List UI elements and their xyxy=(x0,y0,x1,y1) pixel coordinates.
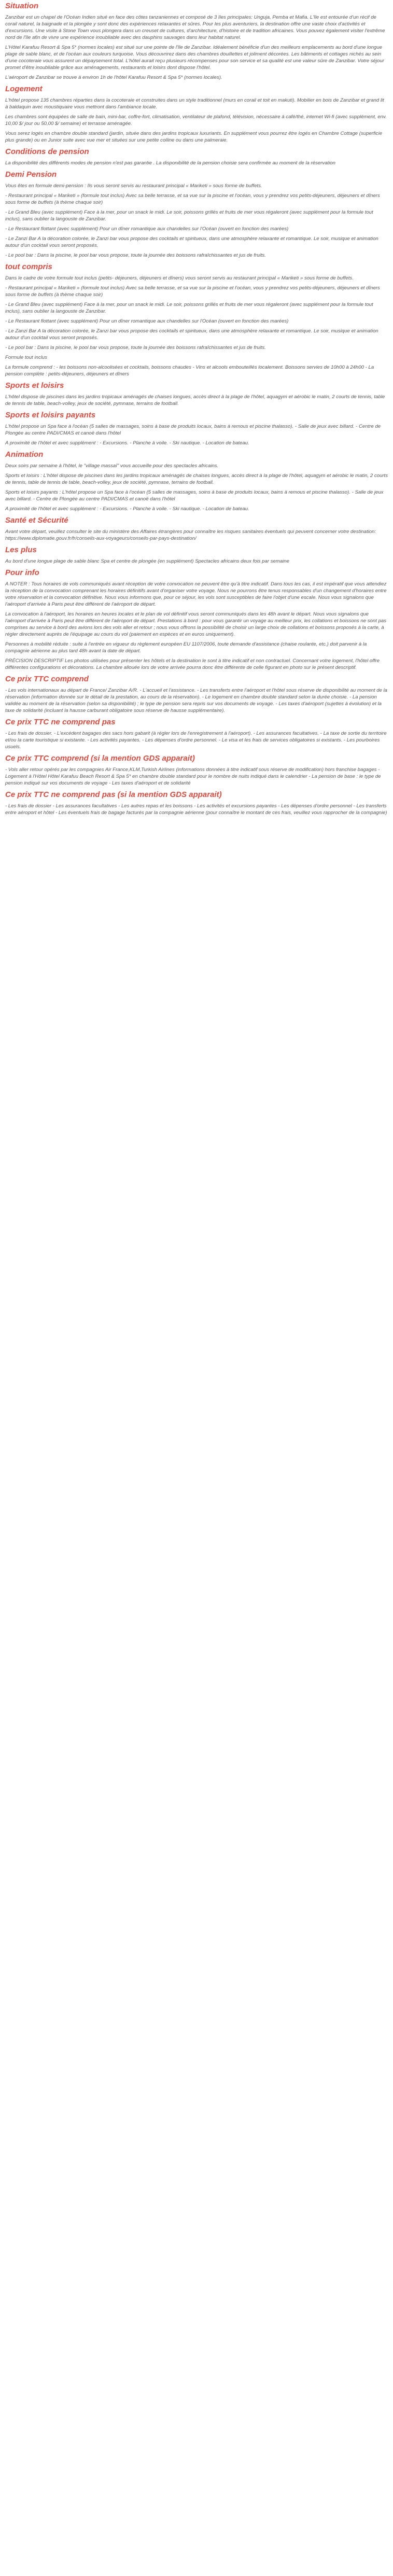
section-5 xyxy=(5,381,388,407)
section-paragraph: - Le pool bar : Dans la piscine, le pool bar vous propose, toute la journée des boissons rafraîchissantes et jus de fruits. xyxy=(5,345,266,351)
section-title: Santé et Sécurité xyxy=(5,516,68,525)
section-title: Demi Pension xyxy=(5,170,57,179)
section-title: Sports et loisirs payants xyxy=(5,411,96,419)
section-8 xyxy=(5,515,388,542)
section-paragraph: Dans le cadre de votre formule tout inclus (petits- déjeuners, déjeuners et dîners) vous seront servis au restaurant principal « Mariketi » sous forme de buffets. xyxy=(5,275,354,281)
section-paragraph: - Le Grand Bleu (avec supplément) Face à la mer, pour un snack le midi. Le soir, poissons grillés et fruits de mer vous régaleront (avec supplément pour la formule tout inclus), sans oublier la langouste de Zanzibar. xyxy=(5,209,373,222)
section-title: Sports et loisirs xyxy=(5,381,64,390)
section-13 xyxy=(5,753,388,787)
section-paragraph: Avant votre départ, veuillez consulter le site du ministère des Affaires étrangères pour connaître les risques sanitaires éventuels qui peuvent concerner votre destination: https://www.diplomatie.gouv.fr/fr/conseils-aux-voyageurs/conseils-par-pays-destination/ xyxy=(5,529,376,541)
section-title: Ce prix TTC comprend xyxy=(5,675,89,683)
section-7 xyxy=(5,450,388,512)
section-paragraph: L'hôtel dispose de piscines dans les jardins tropicaux aménagés de chaises longues, accès direct à la plage de l'hôtel, aquagym et aérobic le matin, 2 courts de tennis, table de tennis de table, beach-volley, jeux de société, pymnase, terrains de football. xyxy=(5,394,385,407)
section-title: Conditions de pension xyxy=(5,147,89,156)
section-1 xyxy=(5,84,388,144)
section-2 xyxy=(5,147,388,166)
section-paragraph: Zanzibar est un chapel de l'Océan Indien situé en face des côtes tanzaniennes et composé de 3 îles principales: Unguja, Pemba et Mafia. L'île est entourée d'un récif de corail naturel, la baignade et la plongée y sont donc des expériences relaxantes et sûres. Pour les plus aventuriers, la destination offre une vaste choix d'activités et d'excursions. Une visite à Stone Town vous plongera dans un creuset de cultures, d'architecture, d'histoire et de tradition africaines. Vous pouvez également visiter l'extrême nord de l'île afin de vivre une expérience inoubliable avec des dauphins sauvages dans leur habitat naturel. xyxy=(5,15,385,40)
section-title: Pour info xyxy=(5,568,39,577)
section-11 xyxy=(5,674,388,714)
section-paragraph: - Le Restaurant flottant (avec supplément) Pour un dîner romantique aux chandelles sur l'Océan (ouvert en fonction des marées) xyxy=(5,318,289,324)
section-paragraph: Les chambres sont équipées de salle de bain, mini-bar, coffre-fort, climatisation, ventilateur de plafond, télévision, nécessaire à café/thé, internet Wi-fi (avec supplément, env. 10,00 $/ jour ou 50,00 $/ semaine) et terrasse aménagée. xyxy=(5,114,387,127)
section-paragraph: Personnes à mobilité réduite : suite à l'entrée en vigueur du règlement européen EU 1107/2006, toute demande d'assistance (chaise roulante, etc.) doit parvenir à la compagnie aérienne au plus tard 48h avant la date de départ. xyxy=(5,641,367,654)
section-paragraph: - Restaurant principal « Mariketi » (formule tout inclus) Avec sa belle terrasse, et sa vue sur la piscine et l'océan, vous y prendrez vos petits-déjeuners, déjeuners et dîners sous forme de buffets (à thème chaque soir) xyxy=(5,285,380,298)
section-paragraph: - Le Zanzi Bar A la décoration colorée, le Zanzi bar vous propose des cocktails et spiritueux, dans une atmosphère relaxante et romantique. Le soir, musique et animation autour d'un cocktail vous seront proposés. xyxy=(5,236,378,248)
section-paragraph: - Restaurant principal « Mariketi » (formule tout inclus) Avec sa belle terrasse, et sa vue sur la piscine et l'océan, vous y prendrez vos petits-déjeuners, déjeuners et dîners sous forme de buffets (à thème chaque soir) xyxy=(5,193,380,205)
section-14 xyxy=(5,790,388,816)
section-title: Ce prix TTC comprend (si la mention GDS apparait) xyxy=(5,754,195,763)
section-title: Les plus xyxy=(5,545,37,554)
section-paragraph: La formule comprend : - les boissons non-alcoolisées et cocktails, boissons chaudes - Vins et alcools embouteillés localement. Boissons servies de 10h00 à 24h00 - La pension complète : petits-déjeuners, déjeuners et dîners xyxy=(5,365,374,377)
section-paragraph: L'hôtel propose un Spa face à l'océan (5 salles de massages, soins à base de produits locaux, bains à remous et piscine thalasso). - Salle de jeux avec billard. - Centre de Plongée au centre PADI/CMAS et canoë dans l'hôtel xyxy=(5,424,381,436)
section-paragraph: La disponibilité des différents modes de pension n'est pas garantie . La disponibilité de la pension choisie sera confirmée au moment de la réservation xyxy=(5,160,336,166)
section-paragraph: - Le Grand Bleu (avec supplément) Face à la mer, pour un snack le midi. Le soir, poissons grillés et fruits de mer vous régaleront (avec supplément pour la formule tout inclus), sans oublier la langouste de Zanzibar. xyxy=(5,302,373,314)
section-paragraph: A proximité de l'hôtel et avec supplément : - Excursions. - Planche à voile. - Ski nautique. - Location de bateau. xyxy=(5,506,249,512)
section-paragraph: - Le pool bar : Dans la piscine, le pool bar vous propose, toute la journée des boissons rafraîchissantes et jus de fruits. xyxy=(5,253,266,258)
section-paragraph: Vous êtes en formule demi-pension : Ils vous seront servis au restaurant principal « Mariketi » sous forme de buffets. xyxy=(5,183,262,189)
section-paragraph: Formule tout inclus xyxy=(5,355,48,360)
section-title: Ce prix TTC ne comprend pas (si la mention GDS apparait) xyxy=(5,790,222,799)
section-paragraph: - Le Zanzi Bar A la décoration colorée, le Zanzi bar vous propose des cocktails et spiritueux, dans une atmosphère relaxante et romantique. Le soir, musique et animation autour d'un cocktail vous seront proposés. xyxy=(5,328,378,341)
section-paragraph: - Les frais de dossier - Les assurances facultatives - Les autres repas et les boissons - Les activités et excursions payantes - Les dépenses d'ordre personnel - Les transferts entre aéroport et hôtel - Les éventuels frais de bagage facturés par la compagnie aérienne (pour connaître le montant de ces frais, veuillez vous rapprocher de la compagnie) xyxy=(5,803,387,816)
section-paragraph: Au bord d'une longue plage de sable blanc Spa et centre de plongée (en supplément) Spectacles africains deux fois par semaine xyxy=(5,558,289,564)
section-0 xyxy=(5,1,388,81)
document xyxy=(0,0,393,816)
section-paragraph: L'hôtel propose 135 chambres réparties dans la cocoteraie et construites dans un style traditionnel (murs en corail et toit en makuti). Mobilier en bois de Zanzibar et grand lit à baldaquin avec moustiquaire vous mettront dans l'ambiance locale. xyxy=(5,97,384,110)
section-paragraph: Deux soirs par semaine à l'hôtel, le "village massaï" vous accueille pour des spectacles africains. xyxy=(5,463,219,469)
section-paragraph: La convocation à l'aéroport, les horaires en heures locales et le plan de vol définitif vous seront communiqués dans les 48h avant le départ. Nous vous signalons que l'aéroport d'arrivée à Paris peut être différent de l'aéroport de départ. Prestations à bord : pour vous garantir un voyage au meilleur prix, les collations et boissons ne sont pas comprises au service à bord des avions lors des vols aller et retour ; nous vous offrons la possibilité de choisir un large choix de collations et boissons proposés à la carte, à régler directement auprès de l'équipage au cours du vol (paiement en espèces et en euros uniquement). xyxy=(5,611,387,637)
section-paragraph: Sports et loisirs : L'hôtel dispose de piscines dans les jardins tropicaux aménagés de chaises longues, accès direct à la plage de l'hôtel, aquagym et aérobic le matin, 2 courts de tennis, table de tennis de table, beach-volley, jeux de société, pymnase, terrains de football. xyxy=(5,473,388,485)
section-title: Ce prix TTC ne comprend pas xyxy=(5,718,116,726)
section-title: Logement xyxy=(5,85,43,93)
section-9 xyxy=(5,545,388,565)
section-10 xyxy=(5,568,388,671)
section-3 xyxy=(5,170,388,259)
section-paragraph: - Vols aller retour opérés par les compagnies Air France,KLM,Turkish Airlines (informations données à titre indicatif sous réserve de modification) hors franchise bagages - Logement à l'Hôtel Hôtel Karafuu Beach Resort & Spa 5* en chambre double standard pour le nombre de nuits indiqué dans le calendrier - La pension de base : le type de pension indiqué sur vos documents de voyage - Les taxes d'aéroport et de solidarité xyxy=(5,767,381,786)
section-4 xyxy=(5,262,388,377)
section-paragraph: - Les frais de dossier. - L'excédent bagages des sacs hors gabarit (à régler lors de l'enregistrement à l'aéroport). - Les assurances facultatives. - La taxe de sortie du territoire et/ou la carte touristique si existante. - Les activités payantes. - Les dépenses d'ordre personnel. - Le visa et les frais de services obligatoires si existants. - Les pourboires usuels. xyxy=(5,731,387,750)
section-12 xyxy=(5,717,388,750)
section-title: tout compris xyxy=(5,262,52,271)
section-paragraph: L'aéroport de Zanzibar se trouve à environ 1h de l'hôtel Karafuu Resort & Spa 5* (normes locales). xyxy=(5,75,222,80)
section-paragraph: Vous serez logés en chambre double standard (jardin, située dans des jardins tropicaux luxuriants. En supplément vous pourrez être logés en Chambre Cottage (superficie plus grande) ou en Junior suite avec vue mer et situées sur une petite colline ou dans une palmeraie. xyxy=(5,131,383,143)
section-6 xyxy=(5,410,388,446)
section-paragraph: L'Hôtel Karafuu Resort & Spa 5* (normes locales) est situé sur une pointe de l'île de Zanzibar. Idéalement bénéficie d'un des meilleurs emplacements au bord d'une longue plage de sable blanc, et de l'océan aux couleurs turquoise. Vous découvrirez dans des chambres douillettes et joliment décorées. Les bâtiments et cottages nichés au sein d'une cocoteraie vous assurent un dépaysement total. L'hôtel aurait reçu plusieurs récompenses pour son service et sa qualité est une valeur sûre de Zanzibar. Votre séjour promet d'être inoubliable grâce aux aménagements, restaurants et loisirs dont dispose l'hôtel. xyxy=(5,45,384,71)
section-paragraph: PRÉCISION DESCRIPTIF Les photos utilisées pour présenter les hôtels et la destination le sont à titre indicatif et non contractuel. Concernant votre logement, l'hôtel offre différentes configurations et décorations. La chambre allouée lors de votre arrivée pourra donc être différente de celle figurant en photo sur le présent descriptif. xyxy=(5,658,380,670)
section-paragraph: A proximité de l'hôtel et avec supplément : - Excursions. - Planche à voile. - Ski nautique. - Location de bateau. xyxy=(5,440,249,446)
section-title: Animation xyxy=(5,450,44,459)
section-title: Situation xyxy=(5,2,39,10)
section-paragraph: A NOTER : Tous horaires de vols communiqués avant réception de votre convocation ne peuvent être qu'à titre indicatif. Dans tous les cas, il est impératif que vous attendiez la réception de la convocation comprenant les horaires définitifs avant d'organiser votre voyage. Nous ne pourrons être tenus responsables d'un changement d'horaires entre votre réservation et la convocation définitive. Nous vous informons que, pour ce séjour, les vols sont susceptibles de faire l'objet d'une escale. Nous vous signalons que l'aéroport d'arrivée à Paris peut être différent de l'aéroport de départ. xyxy=(5,581,387,607)
section-paragraph: Sports et loisirs payants : L'hôtel propose un Spa face à l'océan (5 salles de massages, soins à base de produits locaux, bains à remous et piscine thalasso). - Salle de jeux avec billard. - Centre de Plongée au centre PADI/CMAS et canoë dans l'hôtel xyxy=(5,489,384,502)
section-paragraph: - Le Restaurant flottant (avec supplément) Pour un dîner romantique aux chandelles sur l'Océan (ouvert en fonction des marées) xyxy=(5,226,289,232)
section-paragraph: - Les vols internationaux au départ de France/ Zanzibar A/R. - L'accueil et l'assistance. - Les transferts entre l'aéroport et l'hôtel sous réserve de disponibilité au moment de la réservation (information donnée sur le détail de la prestation, au cours de la réservation). - Le logement en chambre double standard selon la durée choisie. - La pension validée au moment de la réservation (selon sa disponibilité) ; le type de pension sera repris sur vos documents de voyage. - Les taxes d'aéroport (sujettes à évolution) et la taxe de solidarité (incluant la hausse carburant obligatoire sous réserve de hausse supplémentaire). xyxy=(5,688,388,713)
